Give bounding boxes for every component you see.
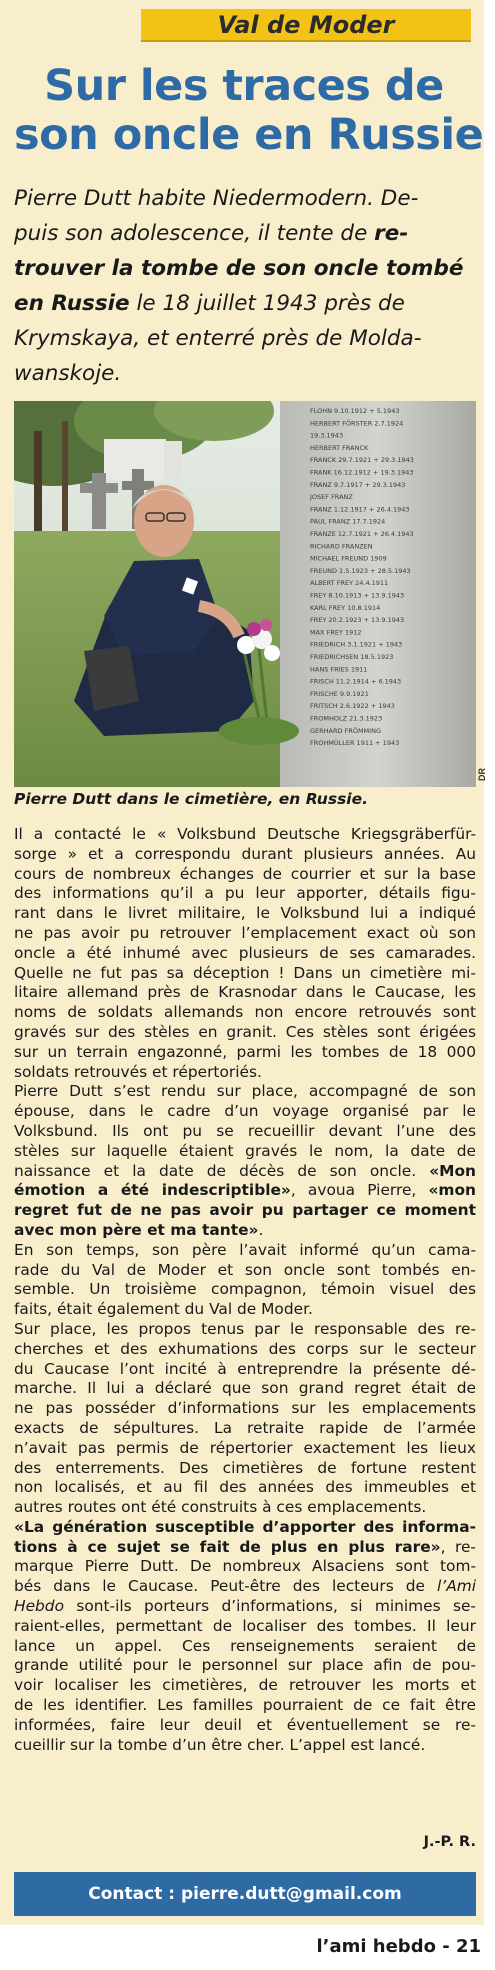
body-text: soldats retrouvés et répertoriés. (14, 1062, 262, 1081)
body-line (14, 1221, 476, 1241)
body-text: Pierre Dutt s’est rendu sur place, accompagné de son (14, 1082, 476, 1101)
body-line (14, 964, 476, 984)
stele-name: HERBERT FRANCK (310, 443, 369, 452)
body-text: oncle a été inhumé avec plusieurs de ses camarades. (14, 943, 476, 962)
body-text: sorge » et a correspondu durant plusieurs années. Au (14, 844, 476, 863)
body-line (14, 1201, 476, 1221)
body-line (14, 983, 476, 1003)
body-text: cherches et des exhumations des corps sur le secteur (14, 1339, 476, 1358)
stele-name: FRANCK 29.7.1921 + 29.3.1943 (310, 456, 414, 465)
body-text: stèles sur laquelle étaient gravés le nom, la date de (14, 1141, 476, 1160)
body-line (14, 825, 476, 845)
stele-name: MICHAEL FREUND 1909 (310, 554, 387, 563)
body-text: cours de nombreux échanges de courrier et sur la base (14, 864, 476, 883)
stele-name: FRANZ 9.7.1917 + 29.3.1943 (310, 480, 406, 489)
body-line (14, 1003, 476, 1023)
stele-name: PAUL FRANZ 17.7.1924 (310, 517, 386, 526)
stele-name: MAX FREY 1912 (310, 628, 362, 637)
lead-text: puis son adolescence, il tente de (14, 221, 375, 246)
body-line (14, 1023, 476, 1043)
stele-name: KARL FREY 10.8.1914 (310, 603, 381, 612)
article-headline (14, 61, 484, 160)
photo-caption: Pierre Dutt dans le cimetière, en Russie. (14, 790, 369, 808)
body-line (14, 1459, 476, 1479)
lead-line (14, 321, 476, 356)
stele-name: FREY 8.10.1913 + 13.9.1943 (310, 591, 405, 600)
lead-line (14, 181, 476, 216)
body-text: voir localiser les cimetières, de retrouver les morts et (14, 1676, 476, 1695)
lead-text: re- (374, 221, 409, 246)
lead-line (14, 286, 476, 321)
body-line (14, 1557, 476, 1577)
body-text: informées, faire leur deuil et éventuellement se re- (14, 1715, 476, 1734)
lead-line (14, 251, 476, 286)
lead-text: trouver la tombe de son oncle tombé (14, 256, 464, 281)
body-text: exacts de sépultures. La retraite rapide de l’armée (14, 1418, 476, 1437)
body-text: , re- (440, 1537, 476, 1556)
body-line (14, 884, 476, 904)
body-text: gravés sur des stèles en granit. Ces stèles sont érigées (14, 1022, 476, 1041)
body-line (14, 1439, 476, 1459)
body-text: Il a contacté le « Volksbund Deutsche Kriegsgräberfür- (14, 825, 476, 843)
body-line (14, 924, 476, 944)
body-line (14, 1142, 476, 1162)
body-line (14, 1063, 476, 1083)
body-text: litaire allemand près de Krasnodar dans le Caucase, les (14, 983, 476, 1002)
body-line (14, 1676, 476, 1696)
stele-name: FRISCHE 9.9.1921 (310, 689, 369, 698)
body-text: de les identifier. Les familles pourraient de ce fait être (14, 1696, 476, 1715)
body-text: marche. Il lui a déclaré que son grand regret était de (14, 1379, 476, 1398)
headline-line: son oncle en Russie (14, 110, 484, 160)
body-text: des enterrements. Des cimetières de fortune restent (14, 1458, 476, 1477)
article-body (14, 825, 476, 1755)
body-text: Volksbund. Ils ont pu se recueillir devant l’une des (14, 1121, 476, 1140)
body-line (14, 1617, 476, 1637)
body-line (14, 1736, 476, 1756)
body-text: regret fut de ne pas avoir pu partager ce moment (14, 1201, 476, 1220)
stele-name: ALBERT FREY 24.4.1911 (310, 579, 389, 588)
stele-name: FROHMÜLLER 1911 + 1943 (310, 739, 400, 748)
article-photo (14, 401, 476, 787)
body-text: noms de soldats allemands non encore retrouvés sont (14, 1003, 476, 1022)
body-text: semble. Un troisième compagnon, témoin visuel des (14, 1280, 476, 1299)
body-text: Sur place, les propos tenus par le responsable des re- (14, 1319, 476, 1338)
stele-name: FRITSCH 2.6.1922 + 1943 (310, 702, 395, 711)
body-text: naissance et la date de décès de son oncle. (14, 1161, 430, 1180)
stele-name: FRANK 16.12.1912 + 19.3.1943 (310, 468, 414, 477)
body-text: du Caucase l’ont incité à entreprendre la présente dé- (14, 1359, 476, 1378)
body-text: tions à ce sujet se fait de plus en plus rare» (14, 1537, 441, 1556)
stele-name: FROMHOLZ 21.3.1923 (310, 714, 383, 723)
body-line (14, 904, 476, 924)
stele-name: FRISCH 11.2.1914 + 6.1943 (310, 677, 402, 686)
body-line (14, 1716, 476, 1736)
stele-name: GERHARD FRÖMMING (310, 726, 381, 735)
body-text: avec mon père et ma tante» (14, 1220, 259, 1239)
body-text: autres routes ont été construits à ces emplacements. (14, 1498, 427, 1517)
body-line (14, 1082, 476, 1102)
stele-name: FRIEDRICH 3.1.1921 + 1943 (310, 640, 403, 649)
body-line (14, 1320, 476, 1340)
body-line (14, 1656, 476, 1676)
page-footer: l’ami hebdo - 21 (316, 1936, 481, 1957)
cemetery-photo (14, 401, 476, 787)
body-text: l’Ami (437, 1577, 476, 1596)
body-line (14, 1637, 476, 1657)
body-line (14, 944, 476, 964)
body-line (14, 1360, 476, 1380)
body-text: rant dans le livret militaire, le Volksbund lui a indiqué (14, 904, 476, 923)
body-text: Hebdo (14, 1597, 64, 1616)
lead-text: Pierre Dutt habite Niedermodern. De- (14, 186, 419, 211)
lead-text: Krymskaya, et enterré près de Molda- (14, 326, 422, 351)
body-text: épouse, dans le cadre d’un voyage organisé par le (14, 1102, 476, 1121)
body-line (14, 1261, 476, 1281)
stele-name: HERBERT FÖRSTER 2.7.1924 (310, 419, 404, 428)
body-line (14, 1577, 476, 1597)
lead-text: le 18 juillet 1943 près de (129, 291, 405, 316)
body-text: marque Pierre Dutt. De nombreux Alsaciens sont tom- (14, 1557, 476, 1576)
body-text: Quelle ne fut pas sa déception ! Dans un cimetière mi- (14, 963, 476, 982)
body-line (14, 1419, 476, 1439)
body-text: rade du Val de Moder et son oncle sont tombés en- (14, 1260, 476, 1279)
body-text: «La génération susceptible d’apporter des informa- (14, 1517, 476, 1536)
stele-name: FLOHN 9.10.1912 + 5.1943 (310, 407, 400, 415)
stele-name: JOSEF FRANZ (310, 493, 353, 502)
photo-credit: DR (477, 768, 487, 781)
body-line (14, 1102, 476, 1122)
body-line (14, 1122, 476, 1142)
body-line (14, 1518, 476, 1538)
lead-line (14, 216, 476, 251)
contact-banner: Contact : pierre.dutt@gmail.com (14, 1872, 476, 1916)
stele-name: FRIEDRICHSEN 18.5.1923 (310, 653, 394, 661)
body-text: sont-ils porteurs d’informations, si minimes se- (64, 1597, 476, 1616)
body-line (14, 1498, 476, 1518)
stele-name: FREUND 1.5.1923 + 28.5.1943 (310, 566, 411, 575)
body-line (14, 865, 476, 885)
article-lead (14, 181, 476, 391)
rubric-label: Val de Moder (217, 10, 395, 39)
stele-name: HANS FRIES 1911 (310, 665, 368, 674)
lead-text: wanskoje. (14, 361, 122, 386)
body-line (14, 1043, 476, 1063)
section-rubric (141, 9, 471, 40)
body-line (14, 1478, 476, 1498)
body-text: bés dans le Caucase. Peut-être des lecteurs de (14, 1577, 438, 1596)
body-line (14, 1280, 476, 1300)
body-text: , avoua Pierre, (290, 1181, 429, 1200)
body-text: grande utilité pour le personnel sur place afin de pou- (14, 1656, 476, 1675)
body-line (14, 1538, 476, 1558)
body-line (14, 1399, 476, 1419)
body-text: ne pas avoir pu retrouver l’emplacement exact où son (14, 923, 476, 942)
body-text: non localisés, et au fil des années des immeubles et (14, 1478, 476, 1497)
body-line (14, 1597, 476, 1617)
body-line (14, 1379, 476, 1399)
body-text: raient-elles, permettant de localiser des tombes. Il leur (14, 1616, 476, 1635)
body-text: cueillir sur la tombe d’un être cher. L’appel est lancé. (14, 1735, 426, 1754)
body-text: En son temps, son père l’avait informé qu’un cama- (14, 1240, 476, 1259)
body-text: lance un appel. Ces renseignements seraient de (14, 1636, 476, 1655)
headline-line: Sur les traces de (44, 61, 444, 111)
body-line (14, 1340, 476, 1360)
body-line (14, 845, 476, 865)
stele-name: FRANZ 1.12.1917 + 26.4.1943 (310, 505, 410, 514)
stele-name: FRANZE 12.7.1921 + 26.4.1943 (310, 530, 414, 538)
body-text: émotion a été indescriptible» (14, 1181, 291, 1200)
body-text: faits, était également du Val de Moder. (14, 1300, 313, 1319)
body-text: sur un terrain engazonné, parmi les tombes de 18 000 (14, 1042, 476, 1061)
body-line (14, 1162, 476, 1182)
body-text: n’avait pas permis de répertorier exactement les lieux (14, 1438, 476, 1457)
stele-name: 19.3.1943 (310, 431, 344, 440)
body-text: . (258, 1220, 264, 1239)
body-text: «mon (428, 1181, 476, 1200)
stele-name: RICHARD FRANZEN (310, 542, 373, 551)
body-line (14, 1181, 476, 1201)
body-text: «Mon (429, 1161, 476, 1180)
lead-text: en Russie (14, 291, 130, 316)
body-text: des informations qu’il a pu leur apporter, détails figu- (14, 884, 476, 903)
lead-line (14, 356, 476, 391)
body-line (14, 1241, 476, 1261)
stele-name: FREY 20.2.1923 + 13.9.1943 (310, 616, 405, 625)
body-line (14, 1696, 476, 1716)
body-text: ne pas posséder d’informations sur les emplacements (14, 1399, 476, 1418)
body-line (14, 1300, 476, 1320)
author-signature: J.-P. R. (423, 1834, 476, 1850)
